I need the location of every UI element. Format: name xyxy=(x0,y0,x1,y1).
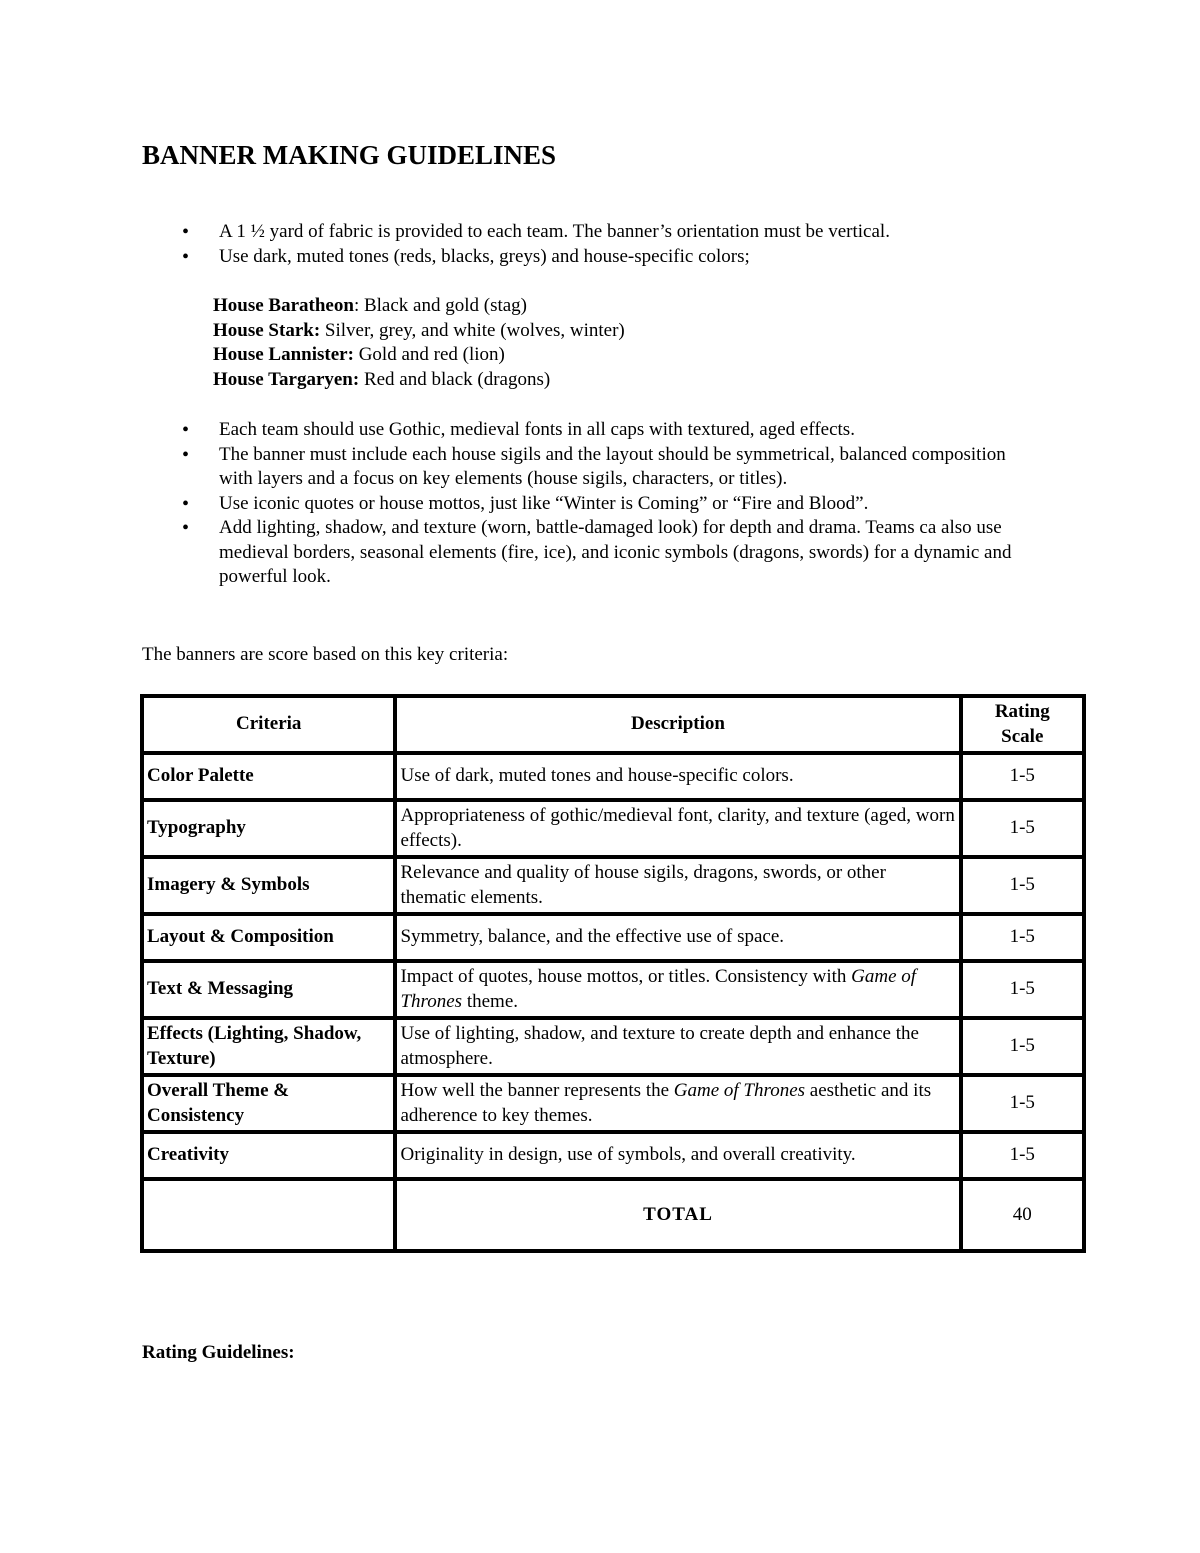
description-cell: Use of dark, muted tones and house-specific colors. xyxy=(395,753,960,800)
empty-cell xyxy=(142,1179,395,1251)
house-item: House Baratheon: Black and gold (stag) xyxy=(213,295,528,316)
total-value: 40 xyxy=(961,1179,1084,1251)
rating-cell: 1-5 xyxy=(961,857,1084,914)
description-cell: Symmetry, balance, and the effective use of space. xyxy=(395,914,960,961)
house-name: House Baratheon xyxy=(213,295,354,316)
criteria-cell: Color Palette xyxy=(142,753,395,800)
house-item xyxy=(213,343,625,368)
house-colors: Gold and red (lion) xyxy=(353,344,505,365)
criteria-cell: Typography xyxy=(142,800,395,857)
rating-cell: 1-5 xyxy=(961,800,1084,857)
table-row xyxy=(142,857,1084,914)
rating-cell: 1-5 xyxy=(961,753,1084,800)
house-colors: Black and gold (stag) xyxy=(359,295,528,316)
guideline-list-bottom xyxy=(142,418,1042,590)
house-name: House Targaryen: xyxy=(213,368,360,390)
criteria-cell: Effects (Lighting, Shadow, Texture) xyxy=(142,1018,395,1075)
header-criteria: Criteria xyxy=(142,696,395,753)
guideline-item: • Use iconic quotes or house mottos, just like “Winter is Coming” or “Fire and Blood”. xyxy=(142,492,1042,517)
table-row xyxy=(142,1075,1084,1132)
description-cell: How well the banner represents the Game of Thrones aesthetic and its adherence to key themes. xyxy=(395,1075,960,1132)
table-header-row xyxy=(142,696,1084,753)
house-color-list xyxy=(213,294,625,392)
house-colors: Silver, grey, and white (wolves, winter) xyxy=(320,319,625,341)
description-cell: Use of lighting, shadow, and texture to create depth and enhance the atmosphere. xyxy=(395,1018,960,1075)
rating-cell: 1-5 xyxy=(961,1132,1084,1179)
criteria-table xyxy=(140,694,1086,1253)
description-cell: Relevance and quality of house sigils, dragons, swords, or other thematic elements. xyxy=(395,857,960,914)
rating-cell: 1-5 xyxy=(961,1075,1084,1132)
criteria-cell: Layout & Composition xyxy=(142,914,395,961)
guideline-item: • Each team should use Gothic, medieval fonts in all caps with textured, aged effects. xyxy=(142,418,1042,443)
rating-cell: 1-5 xyxy=(961,961,1084,1018)
page-title: BANNER MAKING GUIDELINES xyxy=(142,140,557,170)
guideline-item: • A 1 ½ yard of fabric is provided to each team. The banner’s orientation must be vertical. xyxy=(142,220,1042,245)
description-cell: Impact of quotes, house mottos, or titles. Consistency with Game of Thrones theme. xyxy=(395,961,960,1018)
house-name: House Lannister: xyxy=(213,344,354,365)
criteria-cell: Overall Theme & Consistency xyxy=(142,1075,395,1132)
house-colors: Red and black (dragons) xyxy=(359,368,551,390)
title-italic: Game of Thrones xyxy=(673,1080,806,1101)
guideline-item: • The banner must include each house sigils and the layout should be symmetrical, balanced composition with layers and a focus on key elements (house sigils, characters, or titles). xyxy=(142,443,1042,492)
header-description: Description xyxy=(395,696,960,753)
description-cell: Originality in design, use of symbols, and overall creativity. xyxy=(395,1132,960,1179)
house-item xyxy=(213,319,625,344)
total-row xyxy=(142,1179,1084,1251)
table-row xyxy=(142,1132,1084,1179)
criteria-cell: Text & Messaging xyxy=(142,961,395,1018)
description-cell: Appropriateness of gothic/medieval font, clarity, and texture (aged, worn effects). xyxy=(395,800,960,857)
table-row xyxy=(142,753,1084,800)
table-row xyxy=(142,1018,1084,1075)
guideline-item: • Use dark, muted tones (reds, blacks, greys) and house-specific colors; xyxy=(142,245,1042,270)
house-item xyxy=(213,368,625,393)
criteria-cell: Imagery & Symbols xyxy=(142,857,395,914)
title-italic: Game of Thrones xyxy=(400,966,917,1012)
guideline-list-top xyxy=(142,220,1042,269)
rating-cell: 1-5 xyxy=(961,1018,1084,1075)
rating-cell: 1-5 xyxy=(961,914,1084,961)
table-row xyxy=(142,961,1084,1018)
table-row xyxy=(142,914,1084,961)
guideline-item: • Add lighting, shadow, and texture (worn, battle-damaged look) for depth and drama. Teams ca also use medieval borders, seasonal elements (fire, ice), and iconic symbols (dragons, swords) for a dynamic and powerful look. xyxy=(142,516,1042,590)
house-name: House Stark: xyxy=(213,319,321,341)
header-rating: Rating Scale xyxy=(961,696,1084,753)
rating-guidelines-heading: Rating Guidelines: xyxy=(142,1342,295,1363)
total-label: TOTAL xyxy=(395,1179,960,1251)
criteria-intro: The banners are score based on this key criteria: xyxy=(142,644,509,665)
table-row xyxy=(142,800,1084,857)
criteria-cell: Creativity xyxy=(142,1132,395,1179)
